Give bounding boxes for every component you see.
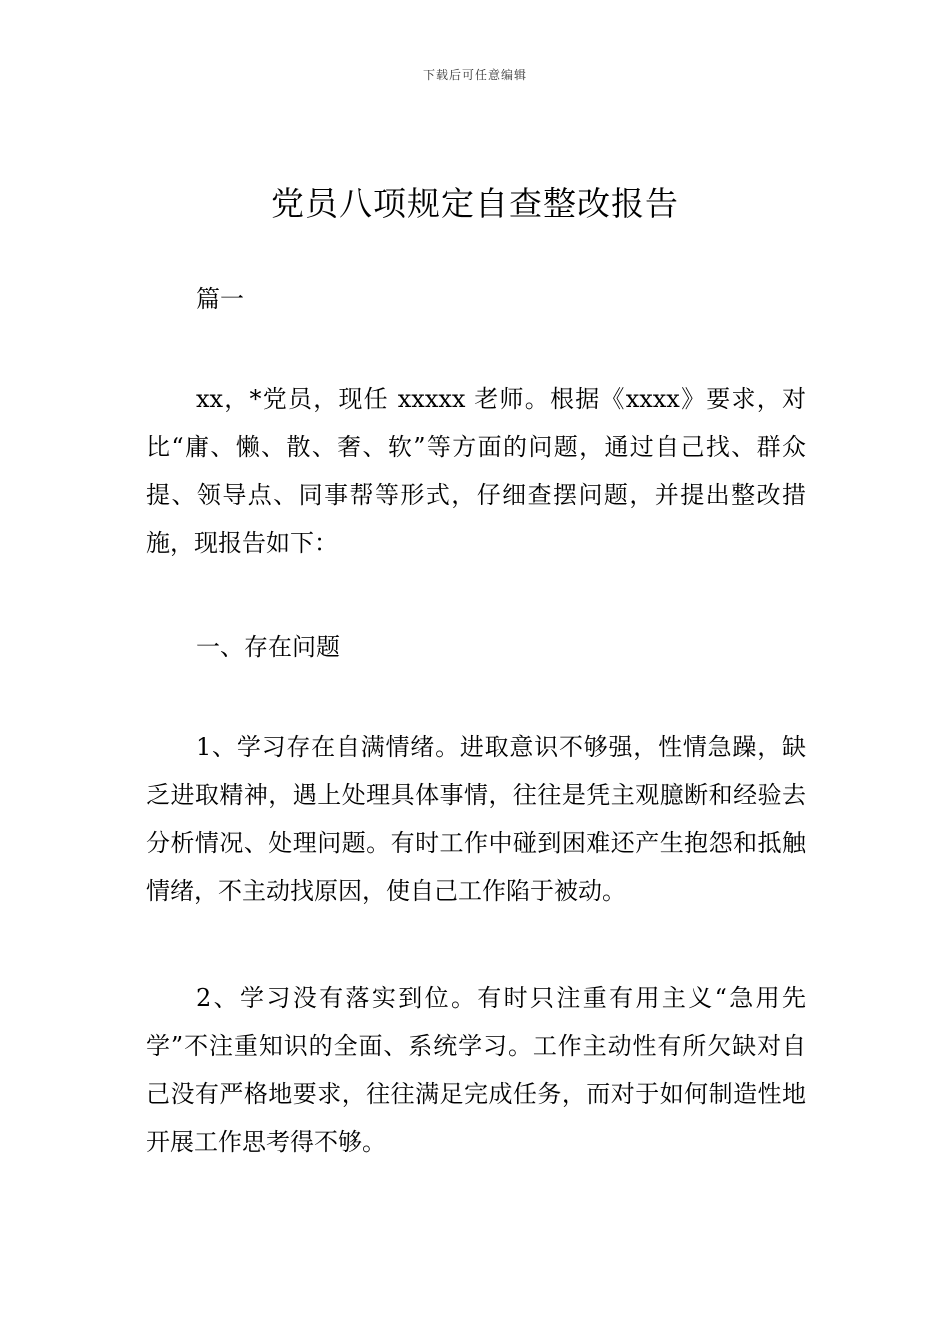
intro-paragraph: xx，*党员，现任 xxxxx 老师。根据《xxxx》要求，对比“庸、懒、散、奢、软”等方面的问题，通过自己找、群众提、领导点、同事帮等形式，仔细查摆问题，并提出整改措施，现报告如下： (146, 385, 806, 557)
header-note: 下载后可任意编辑 (422, 68, 527, 82)
section-label: 篇一 (196, 285, 244, 313)
problem-item-1: 1、学习存在自满情绪。进取意识不够强，性情急躁，缺乏进取精神，遇上处理具体事情，往往是凭主观臆断和经验去分析情况、处理问题。有时工作中碰到困难还产生抱怨和抵触情绪，不主动找原因，使自己工作陷于被动。 (146, 733, 806, 905)
document-title: 党员八项规定自查整改报告 (271, 184, 679, 223)
problem-item-2: 2、学习没有落实到位。有时只注重有用主义“急用先学”不注重知识的全面、系统学习。工作主动性有所欠缺对自己没有严格地要求，往往满足完成任务，而对于如何制造性地开展工作思考得不够。 (146, 984, 806, 1156)
section-heading: 一、存在问题 (196, 633, 340, 661)
